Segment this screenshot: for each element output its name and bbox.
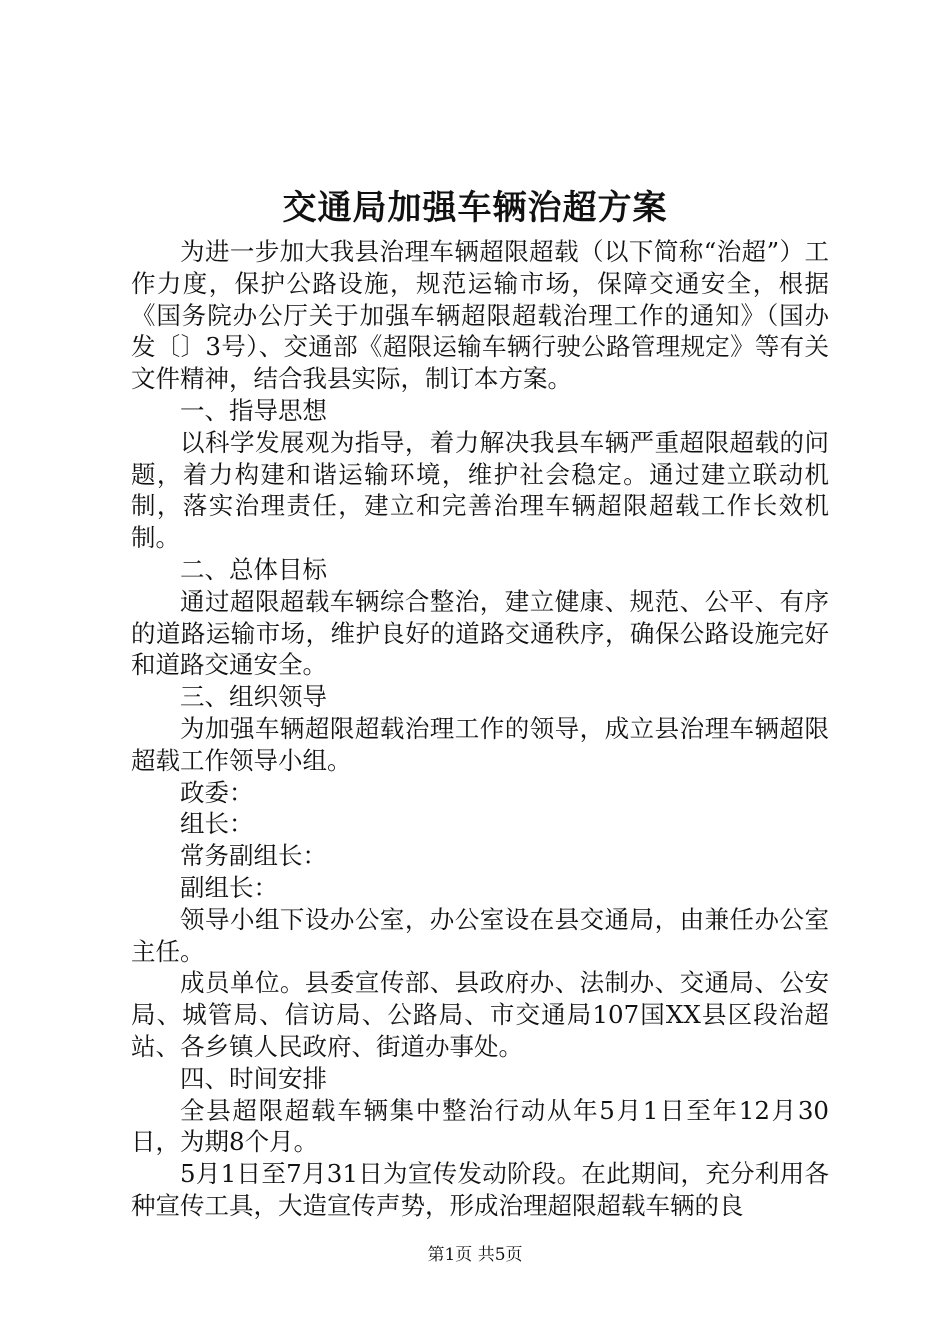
guiding-ideology-paragraph: 以科学发展观为指导，着力解决我县车辆严重超限超载的问题，着力构建和谐运输环境，维护社会稳定。通过建立联动机制，落实治理责任，建立和完善治理车辆超限超载工作长效机制。 <box>131 427 829 553</box>
section-heading-overall-goal: 二、总体目标 <box>180 554 327 584</box>
intro-paragraph: 为进一步加大我县治理车辆超限超载（以下简称“治超”）工作力度，保护公路设施，规范运输市场，保障交通安全，根据《国务院办公厅关于加强车辆超限超载治理工作的通知》（国办发〔〕3号）、交通部《超限运输车辆行驶公路管理规定》等有关文件精神，结合我县实际，制订本方案。 <box>131 237 829 394</box>
deputy-leader-line: 副组长： <box>180 872 278 902</box>
group-leader-line: 组长： <box>180 809 254 839</box>
page-footer: 第1页 共5页 <box>427 1245 523 1265</box>
political-commissar-line: 政委： <box>180 777 254 807</box>
overall-goal-paragraph: 通过超限超载车辆综合整治，建立健康、规范、公平、有序的道路运输市场，维护良好的道路交通秩序，确保公路设施完好和道路交通安全。 <box>131 586 829 680</box>
section-heading-schedule: 四、时间安排 <box>180 1063 327 1093</box>
publicity-phase-paragraph: 5月1日至7月31日为宣传发动阶段。在此期间，充分利用各种宣传工具，大造宣传声势，形成治理超限超载车辆的良 <box>131 1159 829 1220</box>
section-heading-organization: 三、组织领导 <box>180 682 327 712</box>
executive-deputy-leader-line: 常务副组长： <box>180 841 327 871</box>
office-paragraph: 领导小组下设办公室，办公室设在县交通局，由兼任办公室主任。 <box>131 904 829 966</box>
organization-paragraph: 为加强车辆超限超载治理工作的领导，成立县治理车辆超限超载工作领导小组。 <box>131 713 829 775</box>
document-body <box>131 236 829 1222</box>
document-title: 交通局加强车辆治超方案 <box>282 188 668 228</box>
section-heading-guiding-ideology: 一、指导思想 <box>180 395 327 425</box>
schedule-paragraph: 全县超限超载车辆集中整治行动从年5月1日至年12月30日，为期8个月。 <box>131 1095 829 1157</box>
member-units-paragraph: 成员单位。县委宣传部、县政府办、法制办、交通局、公安局、城管局、信访局、公路局、市交通局107国XX县区段治超站、各乡镇人民政府、街道办事处。 <box>131 968 829 1061</box>
